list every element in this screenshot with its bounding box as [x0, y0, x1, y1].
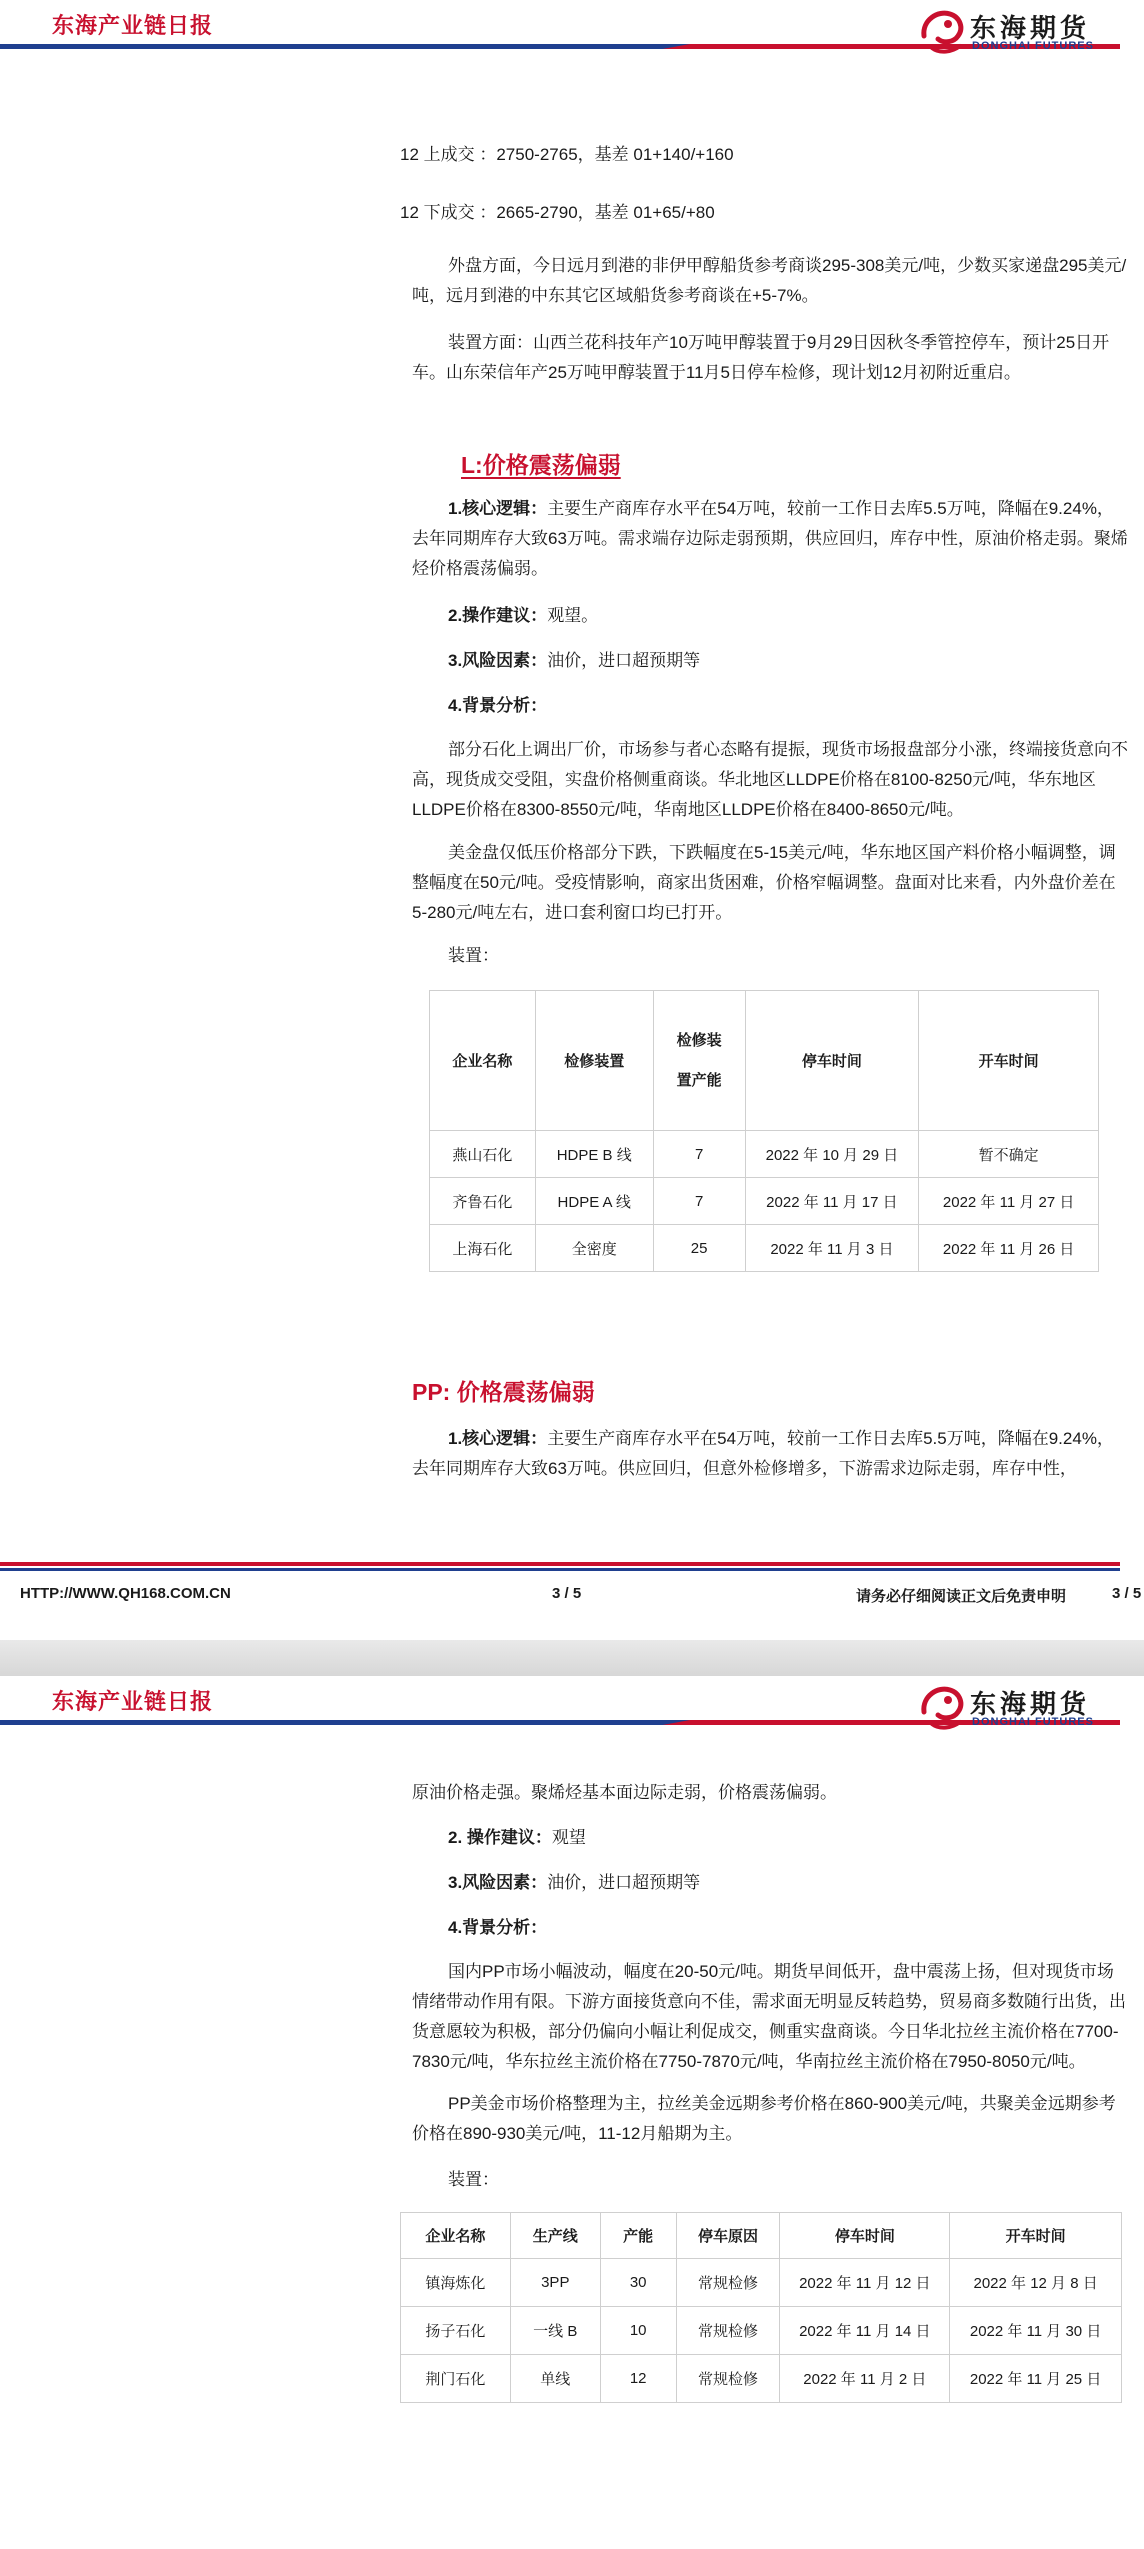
table-row [401, 2259, 1122, 2307]
cell: 2022 年 10 月 29 日 [745, 1131, 919, 1178]
cell: 荆门石化 [401, 2355, 511, 2403]
pp-op-text: 观望 [551, 1828, 586, 1847]
trade-line-1: 12 上成交 ：2750-2765，基差 01+140/+160 [400, 145, 734, 164]
footer-page-number-right: 3 / 5 [1112, 1585, 1142, 1602]
l-core-logic [412, 494, 1130, 584]
pp-op-label: 2. 操作建议： [448, 1828, 552, 1847]
footer-url[interactable]: HTTP://WWW.QH168.COM.CN [20, 1585, 231, 1602]
cell: 单线 [510, 2355, 600, 2403]
header-rule-blue [0, 44, 690, 49]
cell: 2022 年 11 月 17 日 [745, 1178, 919, 1225]
cell: 常规检修 [676, 2355, 780, 2403]
cell: 一线 B [510, 2307, 600, 2355]
cell: 2022 年 11 月 30 日 [950, 2307, 1122, 2355]
l-background-p1: 部分石化上调出厂价，市场参与者心态略有提振，现货市场报盘部分小涨，终端接货意向不高，现货成交受阻，实盘价格侧重商谈。华北地区LLDPE价格在8100-8250元/吨，华东地区LLDPE价格在8300-8550元/吨，华南地区LLDPE价格在8400-8650元/吨。 [412, 740, 1128, 819]
pp-background-p2: PP美金市场价格整理为主，拉丝美金远期参考价格在860-900美元/吨，共聚美金远期参考价格在890-930美元/吨，11-12月船期为主。 [412, 2094, 1116, 2143]
col-line: 生产线 [510, 2213, 600, 2259]
cell: 暂不确定 [919, 1131, 1099, 1178]
col-start-time: 开车时间 [919, 991, 1099, 1131]
pp-background-p1: 国内PP市场小幅波动，幅度在20-50元/吨。期货早间低开，盘中震荡上扬，但对现货市场情绪带动作用有限。下游方面接货意向不佳，需求面无明显反转趋势，贸易商多数随行出货，出货意愿较为积极，部分仍偏向小幅让利促成交，侧重实盘商谈。今日华北拉丝主流价格在7700-7830元/吨，华东拉丝主流价格在7750-7870元/吨，华南拉丝主流价格在7950-8050元/吨。 [412, 1962, 1126, 2071]
cell: 常规检修 [676, 2259, 780, 2307]
cell: 镇海炼化 [401, 2259, 511, 2307]
l-risk [448, 646, 700, 676]
l-device-label: 装置： [448, 946, 499, 965]
l-op-text: 观望。 [547, 606, 599, 625]
cell: 30 [600, 2259, 676, 2307]
col-capacity: 产能 [600, 2213, 676, 2259]
l-section-title: L:价格震荡偏弱 [461, 452, 621, 478]
col-company: 企业名称 [401, 2213, 511, 2259]
cell: 3PP [510, 2259, 600, 2307]
pp-continuation-text: 原油价格走强。聚烯烃基本面边际走弱，价格震荡偏弱。 [412, 1783, 837, 1802]
cell: 上海石化 [430, 1225, 536, 1272]
pp-background-label: 4.背景分析： [448, 1918, 548, 1937]
donghai-logo [918, 1682, 1128, 1734]
trade-line-2: 12 下成交 ：2665-2790，基差 01+65/+80 [400, 203, 715, 222]
logo-english-text: DONGHAI FUTURES [972, 1716, 1094, 1728]
pp-risk-text: 油价，进口超预期等 [547, 1873, 701, 1892]
cell: 2022 年 11 月 3 日 [745, 1225, 919, 1272]
col-start-time: 开车时间 [950, 2213, 1122, 2259]
plant-news-paragraph: 装置方面：山西兰花科技年产10万吨甲醇装置于9月29日因秋冬季管控停车，预计25日开车。山东荣信年产25万吨甲醇装置于11月5日停车检修，现计划12月初附近重启。 [412, 333, 1110, 382]
col-stop-time: 停车时间 [745, 991, 919, 1131]
cell: 齐鲁石化 [430, 1178, 536, 1225]
footer-disclaimer: 请务必仔细阅读正文后免责申明 [856, 1588, 1067, 1605]
pp-risk [448, 1868, 700, 1898]
cell: 燕山石化 [430, 1131, 536, 1178]
pp-operation [448, 1823, 586, 1853]
table-header-row [430, 991, 1099, 1131]
logo-chinese-text: 东海期货 [970, 13, 1091, 43]
cell: 10 [600, 2307, 676, 2355]
pp-device-label: 装置： [448, 2170, 499, 2189]
col-company: 企业名称 [430, 991, 536, 1131]
cell: 25 [653, 1225, 745, 1272]
report-title: 东海产业链日报 [52, 13, 214, 38]
cell: 扬子石化 [401, 2307, 511, 2355]
cell: 2022 年 11 月 14 日 [780, 2307, 950, 2355]
cell: 7 [653, 1131, 745, 1178]
footer-rule-red [0, 1562, 1120, 1566]
donghai-logo [918, 6, 1128, 58]
logo-english-text: DONGHAI FUTURES [972, 40, 1094, 52]
table-header-row [401, 2213, 1122, 2259]
l-background-label: 4.背景分析： [448, 696, 548, 715]
l-operation [448, 601, 598, 631]
cell: 常规检修 [676, 2307, 780, 2355]
dragon-logo-icon [918, 6, 968, 58]
pp-risk-label: 3.风险因素： [448, 1873, 548, 1892]
logo-chinese-text: 东海期货 [970, 1689, 1091, 1719]
pp-core-logic [412, 1424, 1130, 1484]
col-capacity: 检修装置产能 [653, 991, 745, 1131]
overseas-paragraph: 外盘方面，今日远月到港的非伊甲醇船货参考商谈295-308美元/吨，少数买家递盘295美元/吨，远月到港的中东其它区域船货参考商谈在+5-7%。 [412, 256, 1127, 305]
pp-section-title: PP: 价格震荡偏弱 [412, 1379, 595, 1405]
pp-core-text: 主要生产商库存水平在54万吨，较前一工作日去库5.5万吨，降幅在9.24%，去年同期库存大致63万吨。供应回归，但意外检修增多，下游需求边际走弱，库存中性， [412, 1429, 1114, 1478]
l-op-label: 2.操作建议： [448, 606, 548, 625]
col-unit: 检修装置 [535, 991, 653, 1131]
cell: 全密度 [535, 1225, 653, 1272]
table-row [401, 2307, 1122, 2355]
cell: 12 [600, 2355, 676, 2403]
dragon-logo-icon [918, 1682, 968, 1734]
table-row [401, 2355, 1122, 2403]
col-stop-time: 停车时间 [780, 2213, 950, 2259]
cell: 2022 年 11 月 26 日 [919, 1225, 1099, 1272]
l-risk-text: 油价，进口超预期等 [547, 651, 701, 670]
table-row [430, 1131, 1099, 1178]
l-maintenance-table [429, 990, 1099, 1272]
cell: 2022 年 12 月 8 日 [950, 2259, 1122, 2307]
report-title: 东海产业链日报 [52, 1689, 214, 1714]
report-page-4 [0, 1676, 1144, 2549]
cell: 2022 年 11 月 25 日 [950, 2355, 1122, 2403]
l-core-label: 1.核心逻辑： [448, 499, 548, 518]
l-core-text: 主要生产商库存水平在54万吨，较前一工作日去库5.5万吨，降幅在9.24%，去年同期库存大致63万吨。需求端存边际走弱预期，供应回归，库存中性，原油价格走弱。聚烯烃价格震荡偏弱。 [412, 499, 1128, 578]
page-separator [0, 1640, 1144, 1676]
pp-core-label: 1.核心逻辑： [448, 1429, 548, 1448]
cell: 2022 年 11 月 27 日 [919, 1178, 1099, 1225]
cell: HDPE B 线 [535, 1131, 653, 1178]
pp-maintenance-table [400, 2212, 1122, 2403]
col-stop-reason: 停车原因 [676, 2213, 780, 2259]
cell: HDPE A 线 [535, 1178, 653, 1225]
header-rule-blue [0, 1720, 690, 1725]
cell: 2022 年 11 月 12 日 [780, 2259, 950, 2307]
cell: 7 [653, 1178, 745, 1225]
footer-page-number: 3 / 5 [552, 1585, 582, 1602]
table-row [430, 1178, 1099, 1225]
table-row [430, 1225, 1099, 1272]
cell: 2022 年 11 月 2 日 [780, 2355, 950, 2403]
footer-rule-blue [0, 1568, 1120, 1571]
l-background-p2: 美金盘仅低压价格部分下跌，下跌幅度在5-15美元/吨，华东地区国产料价格小幅调整，调整幅度在50元/吨。受疫情影响，商家出货困难，价格窄幅调整。盘面对比来看，内外盘价差在5-280元/吨左右，进口套利窗口均已打开。 [412, 843, 1116, 922]
l-risk-label: 3.风险因素： [448, 651, 548, 670]
